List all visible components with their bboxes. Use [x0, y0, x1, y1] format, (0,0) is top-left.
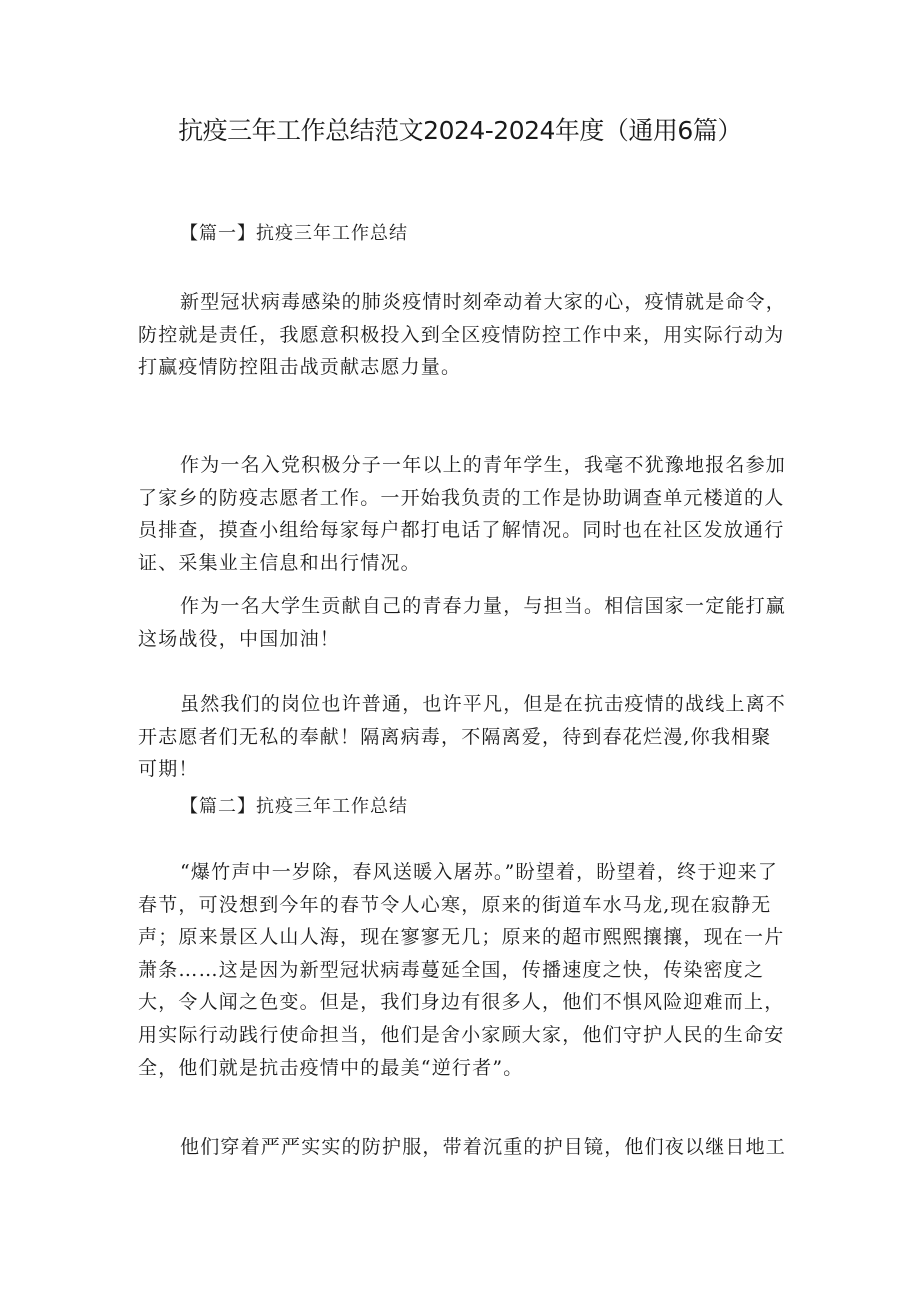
paragraph: “爆竹声中一岁除，春风送暖入屠苏。”盼望着，盼望着，终于迎来了春节，可没想到今年的春节令人心寒，原来的街道车水马龙,现在寂静无声；原来景区人山人海，现在寥寥无几；原来的超市熙熙攘攘，现在一片萧条……这是因为新型冠状病毒蔓延全国，传播速度之快，传染密度之大，令人闻之色变。但是，我们身边有很多人，他们不惧风险迎难而上，用实际行动践行使命担当，他们是舍小家顾大家，他们守护人民的生命安全，他们就是抗击疫情中的最美“逆行者”。	[138, 861, 785, 1079]
section-heading-2: 【篇二】抗疫三年工作总结	[180, 796, 408, 817]
document-title: 抗疫三年工作总结范文2024-2024年度（通用6篇）	[178, 116, 742, 145]
paragraph: 作为一名大学生贡献自己的青春力量，与担当。相信国家一定能打赢这场战役，中国加油！	[138, 595, 787, 650]
paragraph: 作为一名入党积极分子一年以上的青年学生，我毫不犹豫地报名参加了家乡的防疫志愿者工作。一开始我负责的工作是协助调查单元楼道的人员排查，摸查小组给每家每户都打电话了解情况。同时也在社区发放通行证、采集业主信息和出行情况。	[138, 454, 787, 574]
paragraph: 他们穿着严严实实的防护服，带着沉重的护目镜，他们夜以继日地工	[180, 1136, 787, 1158]
section-heading-1: 【篇一】抗疫三年工作总结	[180, 223, 408, 244]
paragraph: 新型冠状病毒感染的肺炎疫情时刻牵动着大家的心，疫情就是命令，防控就是责任，我愿意积极投入到全区疫情防控工作中来，用实际行动为打赢疫情防控阻击战贡献志愿力量。	[138, 291, 787, 379]
paragraph: 虽然我们的岗位也许普通，也许平凡，但是在抗击疫情的战线上离不开志愿者们无私的奉献！隔离病毒，不隔离爱，待到春花烂漫,你我相聚可期！	[138, 693, 787, 781]
